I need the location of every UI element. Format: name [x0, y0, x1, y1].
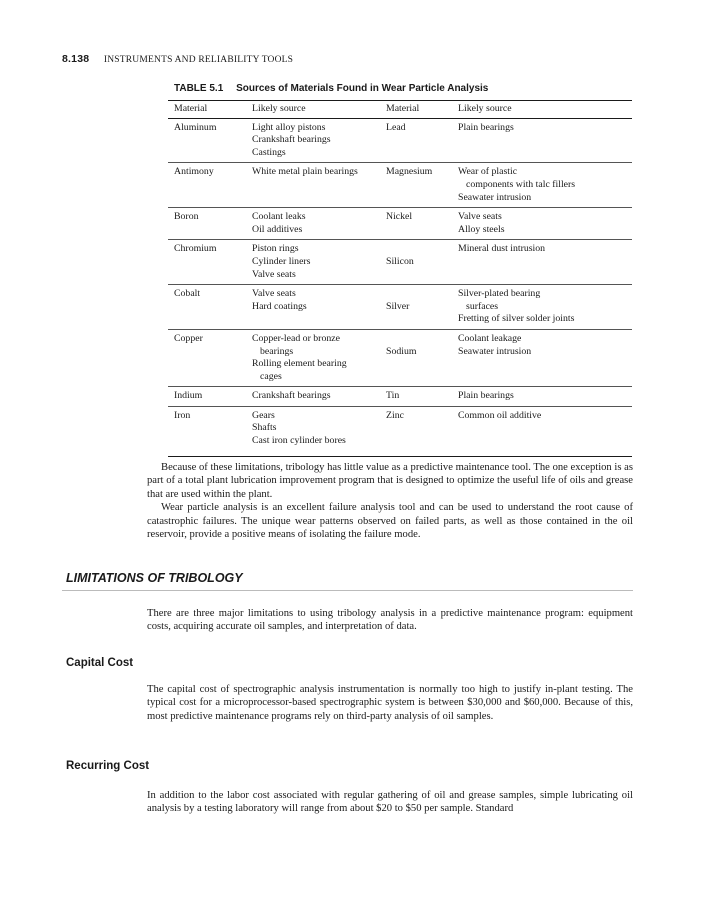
material-cell: Copper [168, 329, 246, 386]
material-cell: Chromium [168, 240, 246, 285]
source-line: Castings [252, 146, 286, 158]
material-cell: Indium [168, 387, 246, 407]
source-line: Cylinder liners [252, 255, 311, 267]
table-row [168, 118, 632, 163]
source-line: Fretting of silver solder joints [458, 313, 575, 325]
material-cell: Lead [380, 118, 452, 163]
wear-particle-table [168, 100, 632, 457]
source-cell [246, 163, 380, 208]
table-row [168, 208, 632, 240]
material-cell: Aluminum [168, 118, 246, 163]
material-cell: Zinc [380, 406, 452, 456]
running-head [62, 53, 293, 65]
source-line: Silver-plated bearing [458, 288, 541, 300]
source-line: Coolant leaks [252, 211, 306, 223]
recurring-cost-body [147, 789, 633, 816]
section-intro [147, 607, 633, 634]
paragraph-limitations-value: Because of these limitations, tribology has little value as a predictive maintenance tool. The one exception is as part of a total plant lubrication improvement program that is designed to optimize the useful life of oils and grease that are used within the plant. [147, 462, 633, 500]
source-line: Common oil additive [458, 409, 542, 421]
source-line: Valve seats [252, 268, 296, 280]
header-material-2: Material [380, 101, 452, 119]
material-cell: Sodium [380, 329, 452, 386]
source-line: Shafts [252, 422, 277, 434]
table-row [168, 406, 632, 456]
table-row [168, 240, 632, 285]
source-line: Mineral dust intrusion [458, 243, 546, 255]
source-line: Coolant leakage [458, 332, 522, 344]
source-line: components with talc fillers [466, 178, 576, 190]
table-caption [174, 83, 488, 94]
source-cell [452, 387, 632, 407]
source-cell [452, 329, 632, 386]
paragraph-intro: There are three major limitations to using tribology analysis in a predictive maintenance program: equipment costs, acquiring accurate oil samples, and interpretation of data. [147, 608, 633, 633]
source-line: cages [260, 370, 282, 382]
material-cell: Tin [380, 387, 452, 407]
source-line: Copper-lead or bronze [252, 332, 340, 344]
source-line: surfaces [466, 300, 499, 312]
source-cell [452, 285, 632, 330]
source-line: Crankshaft bearings [252, 134, 331, 146]
source-line: Valve seats [252, 288, 296, 300]
source-line: Piston rings [252, 243, 299, 255]
material-cell: Silver [380, 285, 452, 330]
source-line: Plain bearings [458, 390, 514, 402]
source-line: Valve seats [458, 211, 502, 223]
source-cell [452, 208, 632, 240]
header-source-2: Likely source [452, 101, 632, 119]
source-line: Oil additives [252, 223, 303, 235]
source-line: Alloy steels [458, 223, 505, 235]
source-line: Cast iron cylinder bores [252, 435, 346, 447]
table-header-row [168, 101, 632, 119]
paragraph-recurring-cost: In addition to the labor cost associated with regular gathering of oil and grease samples, simple lubricating oil analysis by a testing laboratory will range from about $20 to $50 per sample. Standard [147, 790, 633, 815]
source-cell [246, 208, 380, 240]
paragraph-wear-particle: Wear particle analysis is an excellent failure analysis tool and can be used to understand the root cause of catastrophic failures. The unique wear patterns observed on failed parts, as well as those contained in the oil reservoir, provide a positive means of isolating the failure mode. [147, 502, 633, 541]
capital-cost-body [147, 683, 633, 723]
material-cell: Boron [168, 208, 246, 240]
table-title: Sources of Materials Found in Wear Particle Analysis [236, 83, 489, 94]
source-line: Rolling element bearing [252, 358, 347, 370]
source-line: Seawater intrusion [458, 191, 532, 203]
material-cell: Nickel [380, 208, 452, 240]
paragraph-capital-cost: The capital cost of spectrographic analysis instrumentation is normally too high to justify in-plant testing. The typical cost for a microprocessor-based spectrographic system is between $30,000 and $60,000. Because of this, most predictive maintenance programs rely on third-party analysis of oil samples. [147, 684, 633, 722]
source-line: Light alloy pistons [252, 121, 326, 133]
source-cell [246, 387, 380, 407]
source-cell [246, 406, 380, 456]
source-cell [246, 240, 380, 285]
section-heading: LIMITATIONS OF TRIBOLOGY [66, 571, 243, 585]
source-line: White metal plain bearings [252, 166, 358, 178]
section-divider [62, 590, 633, 591]
source-cell [246, 118, 380, 163]
body-paragraphs [147, 461, 633, 541]
source-cell [246, 329, 380, 386]
source-line: Hard coatings [252, 300, 307, 312]
table-row [168, 163, 632, 208]
material-cell: Antimony [168, 163, 246, 208]
running-head-title: INSTRUMENTS AND RELIABILITY TOOLS [103, 55, 294, 65]
table-label: TABLE 5.1 [174, 83, 224, 94]
source-cell [452, 163, 632, 208]
material-cell: Iron [168, 406, 246, 456]
page-number: 8.138 [62, 53, 90, 65]
source-cell [452, 240, 632, 285]
subheading-capital-cost: Capital Cost [66, 657, 134, 669]
materials-table [168, 100, 632, 457]
table-row [168, 285, 632, 330]
source-cell [452, 406, 632, 456]
material-cell: Cobalt [168, 285, 246, 330]
source-cell [452, 118, 632, 163]
table-row [168, 387, 632, 407]
material-cell: Silicon [380, 240, 452, 285]
header-source-1: Likely source [246, 101, 380, 119]
source-line: Gears [252, 409, 275, 421]
source-line: Wear of plastic [458, 166, 518, 178]
source-line: Plain bearings [458, 121, 514, 133]
header-material-1: Material [168, 101, 246, 119]
subheading-recurring-cost: Recurring Cost [66, 760, 150, 772]
source-line: bearings [260, 345, 294, 357]
material-cell: Magnesium [380, 163, 452, 208]
source-line: Crankshaft bearings [252, 390, 331, 402]
source-line: Seawater intrusion [458, 345, 532, 357]
table-row [168, 329, 632, 386]
source-cell [246, 285, 380, 330]
